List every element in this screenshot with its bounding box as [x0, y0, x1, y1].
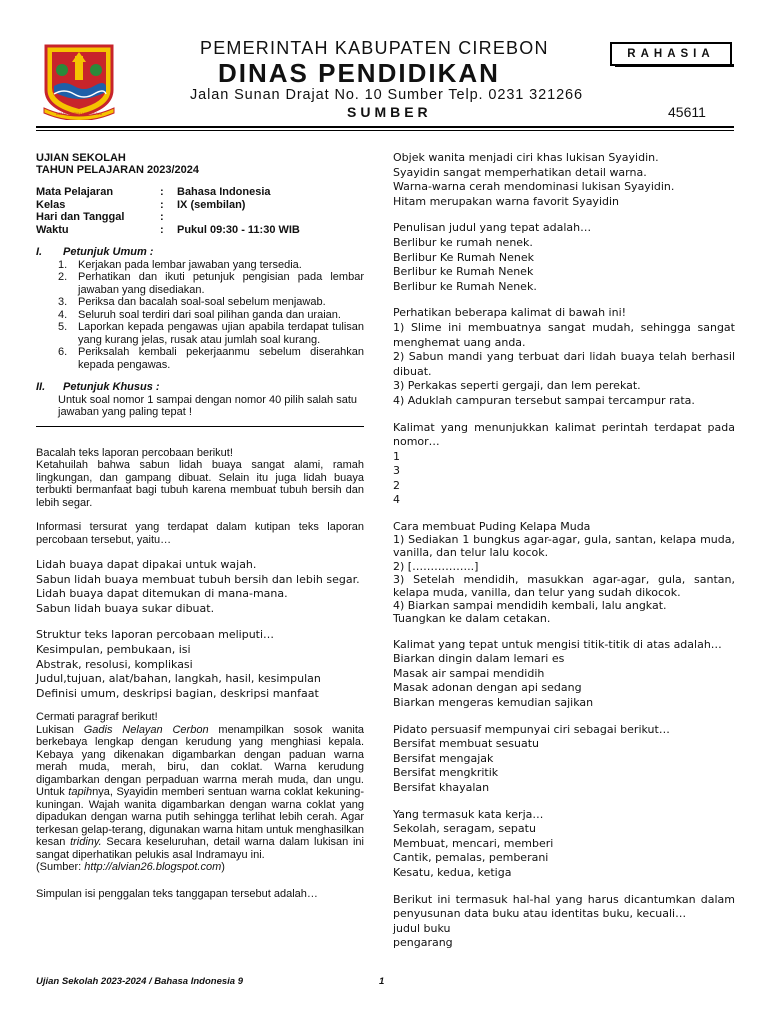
question-5: [393, 306, 735, 508]
question-stem: Struktur teks laporan percobaan meliputi…: [36, 628, 275, 642]
option-item[interactable]: Bersifat membuat sesuatu: [393, 737, 539, 751]
recipe-step: 3) Setelah mendidih, masukkan agar-agar, gula, santan, kelapa muda, vanilla, dan telur yang sudah dikocok.: [393, 572, 735, 600]
option-item[interactable]: Lidah buaya dapat dipakai untuk wajah.: [36, 558, 257, 571]
option-item[interactable]: Hitam merupakan warna favorit Syayidin: [393, 194, 620, 208]
recipe-step: 4) Biarkan sampai mendidih kembali, lalu angkat.: [393, 599, 667, 613]
list-item: [58, 296, 364, 309]
item-number: 5.: [58, 321, 68, 333]
option-item[interactable]: Biarkan dingin dalam lemari es: [393, 652, 565, 666]
question-1-options: [36, 558, 364, 616]
question-stem: Berikut ini termasuk hal-hal yang harus dicantumkan dalam penyusunan data buku atau identitas buku, kecuali…: [393, 892, 735, 921]
question-1-passage: [36, 447, 364, 510]
section-number: II.: [36, 381, 46, 393]
question-8: [393, 808, 735, 881]
option-item[interactable]: Bersifat mengajak: [393, 751, 494, 765]
item-number: 6.: [58, 346, 68, 358]
option-item[interactable]: Kesatu, kedua, ketiga: [393, 866, 512, 879]
option-item[interactable]: 1: [393, 449, 400, 463]
section-divider: [36, 426, 364, 427]
question-6-stem: [393, 638, 735, 711]
option-item[interactable]: Masak adonan dengan api sedang: [393, 681, 582, 695]
item-number: 3.: [58, 296, 68, 308]
logo-motto: GEMAH RIPAH LOH JINAWI: [55, 112, 103, 116]
section-text: Untuk soal nomor 1 sampai dengan nomor 40 pilih salah satu jawaban yang paling tepat !: [58, 393, 358, 418]
source-suffix: ): [221, 861, 225, 874]
question-7: [393, 723, 735, 796]
right-column: [393, 151, 735, 951]
info-key: Kelas: [36, 198, 66, 211]
header-government: PEMERINTAH KABUPATEN CIREBON: [200, 38, 549, 58]
exam-title-line1: UJIAN SEKOLAH: [36, 152, 126, 164]
option-item[interactable]: Warna-warna cerah mendominasi lukisan Syayidin.: [393, 180, 675, 194]
item-text: Laporkan kepada pengawas ujian apabila terdapat tulisan yang kurang jelas, rusak atau jumlah soal kurang.: [78, 321, 364, 346]
question-2: [36, 628, 364, 701]
question-stem: Yang termasuk kata kerja…: [393, 807, 544, 821]
question-stem: Pidato persuasif mempunyai ciri sebagai berikut…: [393, 722, 670, 736]
sentence-item: 1) Slime ini membuatnya sangat mudah, sehingga sangat menghemat uang anda.: [393, 320, 735, 349]
question-stem: Kalimat yang tepat untuk mengisi titik-titik di atas adalah…: [393, 637, 722, 651]
question-3-stem: [36, 888, 364, 901]
header-address: Jalan Sunan Drajat No. 10 Sumber Telp. 0231 321266: [190, 87, 583, 103]
question-stem: Simpulan isi penggalan teks tanggapan tersebut adalah…: [36, 887, 318, 900]
passage-part: nya, Syayidin memberi sentuan warna coklat kekuning-kuningan. Wajah wanita digambarkan dengan warna coklat yang dipadukan dengan warna putih sehingga terlihat lebih cerah. Agar terkesan gelap-terang, digunakan warna hitam untuk menghasilkan kesan: [36, 786, 364, 849]
question-intro: Bacalah teks laporan percobaan berikut!: [36, 446, 233, 459]
option-item[interactable]: 3: [393, 464, 400, 478]
option-item[interactable]: Abstrak, resolusi, komplikasi: [36, 657, 193, 671]
list-item: [58, 321, 364, 346]
question-1-stem: [36, 521, 364, 546]
source-url[interactable]: http://alvian26.blogspot.com: [84, 861, 222, 874]
exam-title: [36, 152, 364, 176]
list-item: [58, 309, 364, 322]
page-number: 1: [379, 976, 385, 987]
item-number: 2.: [58, 271, 68, 283]
option-item[interactable]: Definisi umum, deskripsi bagian, deskripsi manfaat: [36, 686, 319, 700]
section-number: I.: [36, 246, 43, 258]
info-colon: :: [160, 186, 164, 198]
header-zip: 45611: [668, 104, 706, 120]
option-item[interactable]: Masak air sampai mendidih: [393, 666, 545, 680]
option-item[interactable]: 2: [393, 478, 400, 492]
item-text: Kerjakan pada lembar jawaban yang tersedia.: [78, 258, 302, 271]
question-6: [393, 520, 735, 626]
sentence-item: 4) Aduklah campuran tersebut sampai tercampur rata.: [393, 393, 695, 407]
passage-italic: tapih: [68, 786, 93, 799]
sentence-item: 2) Sabun mandi yang terbuat dari lidah buaya telah berhasil dibuat.: [393, 350, 735, 378]
option-item[interactable]: Cantik, pemalas, pemberani: [393, 851, 549, 865]
option-item[interactable]: Biarkan mengeras kemudian sajikan: [393, 696, 594, 710]
info-key: Waktu: [36, 223, 69, 236]
recipe-title: Cara membuat Puding Kelapa Muda: [393, 520, 591, 534]
question-9: [393, 893, 735, 951]
info-colon: :: [160, 211, 164, 223]
option-item[interactable]: Judul,tujuan, alat/bahan, langkah, hasil, kesimpulan: [36, 672, 321, 686]
passage-part: Lukisan: [36, 723, 84, 736]
info-key: Mata Pelajaran: [36, 186, 114, 198]
section-heading: [36, 246, 364, 259]
question-stem: Penulisan judul yang tepat adalah…: [393, 221, 592, 235]
page-footer: Ujian Sekolah 2023-2024 / Bahasa Indonesia 9: [36, 976, 243, 987]
passage-source: [36, 861, 364, 874]
info-value: Pukul 09:30 - 11:30 WIB: [177, 223, 300, 236]
info-value: Bahasa Indonesia: [177, 186, 271, 198]
option-item[interactable]: Berlibur ke rumah nenek.: [393, 235, 533, 249]
option-item[interactable]: Kesimpulan, pembukaan, isi: [36, 642, 191, 656]
question-intro: Perhatikan beberapa kalimat di bawah ini!: [393, 306, 627, 320]
header-city: SUMBER: [347, 104, 432, 120]
option-item[interactable]: Sekolah, seragam, sepatu: [393, 822, 536, 836]
petunjuk-khusus: [36, 381, 364, 419]
confidential-stamp: RAHASIA: [610, 42, 732, 66]
list-item: [58, 346, 364, 371]
sentence-item: 3) Perkakas seperti gergaji, dan lem perekat.: [393, 379, 641, 393]
passage-text: Ketahuilah bahwa sabun lidah buaya sangat alami, ramah lingkungan, dan gampang dibuat. Selain itu juga lidah buaya terbukti bermanfaat bagi tubuh karena membuat tubuh bersih dan lebih segar.: [36, 459, 364, 509]
option-item[interactable]: Berlibur ke Rumah Nenek: [393, 265, 534, 279]
option-item[interactable]: Syayidin sangat memperhatikan detail warna.: [393, 165, 647, 179]
rules-list: [36, 259, 364, 372]
passage-text: [36, 724, 364, 862]
info-colon: :: [160, 223, 164, 236]
source-prefix: (Sumber:: [36, 861, 85, 874]
item-text: Perhatikan dan ikuti petunjuk pengisian pada lembar jawaban yang disediakan.: [78, 271, 364, 296]
option-item[interactable]: Membuat, mencari, memberi: [393, 836, 554, 850]
list-item: [58, 259, 364, 272]
question-stem: Informasi tersurat yang terdapat dalam kutipan teks laporan percobaan tersebut, yaitu…: [36, 521, 364, 546]
section-title: Petunjuk Umum :: [63, 246, 154, 258]
option-item[interactable]: 4: [393, 493, 400, 507]
recipe-step: 2) [……………..]: [393, 559, 479, 573]
recipe-step: 1) Sediakan 1 bungkus agar-agar, gula, santan, kelapa muda, vanilla, dan telur lalu kocok.: [393, 533, 735, 560]
item-text: Periksalah kembali pekerjaanmu sebelum diserahkan kepada pengawas.: [78, 346, 364, 371]
list-item: [58, 271, 364, 296]
section-heading: [36, 381, 364, 394]
question-3-passage: [36, 711, 364, 874]
passage-italic: tridiny.: [70, 836, 102, 849]
option-item[interactable]: Bersifat khayalan: [393, 781, 490, 795]
section-title: Petunjuk Khusus :: [63, 381, 160, 393]
info-key: Hari dan Tanggal: [36, 211, 125, 223]
option-item[interactable]: Objek wanita menjadi ciri khas lukisan Syayidin.: [393, 151, 659, 164]
option-item[interactable]: Berlibur Ke Rumah Nenek: [393, 250, 535, 264]
header-rule: [36, 126, 734, 128]
question-4: [393, 221, 735, 294]
passage-part: menampilkan sosok wanita berkebaya lengkap dengan kerudung yang menghiasi kepala. Kebaya yang dikenakan digambarkan dengan paduan warna merah muda, merah, biru, dan coklat. Warna kerudung digambarkan dengan perpaduan warrna merah muda, dan ungu. Untuk: [36, 723, 364, 799]
option-item[interactable]: Sabun lidah buaya membuat tubuh bersih dan lebih segar.: [36, 572, 360, 586]
info-row: [36, 186, 364, 199]
option-item[interactable]: Sabun lidah buaya sukar dibuat.: [36, 601, 215, 615]
header-rule-thin: [36, 130, 734, 131]
info-colon: :: [160, 198, 164, 211]
info-row: [36, 224, 364, 237]
info-row: [36, 199, 364, 212]
item-text: Seluruh soal terdiri dari soal pilihan ganda dan uraian.: [78, 308, 341, 321]
petunjuk-umum: [36, 246, 364, 371]
item-text: Periksa dan bacalah soal-soal sebelum menjawab.: [78, 296, 326, 308]
item-number: 1.: [58, 258, 68, 271]
kabupaten-cirebon-logo: [38, 42, 120, 120]
question-stem: Kalimat yang menunjukkan kalimat perintah terdapat pada nomor…: [393, 420, 735, 449]
left-column: [36, 152, 364, 900]
info-value: IX (sembilan): [177, 198, 246, 211]
exam-title-line2: TAHUN PELAJARAN 2023/2024: [36, 164, 200, 176]
question-intro: Cermati paragraf berikut!: [36, 711, 158, 724]
option-item[interactable]: Lidah buaya dapat ditemukan di mana-mana.: [36, 587, 288, 601]
option-item[interactable]: Berlibur ke Rumah Nenek.: [393, 279, 537, 293]
option-item[interactable]: pengarang: [393, 936, 453, 950]
item-number: 4.: [58, 308, 68, 321]
option-item[interactable]: judul buku: [393, 921, 451, 935]
exam-info: [36, 186, 364, 236]
recipe-step: Tuangkan ke dalam cetakan.: [393, 612, 551, 626]
passage-italic: Gadis Nelayan Cerbon: [83, 723, 209, 736]
question-3-options: [393, 151, 735, 209]
option-item[interactable]: Bersifat mengkritik: [393, 766, 499, 780]
header-office: DINAS PENDIDIKAN: [218, 58, 500, 88]
passage-part: Secara keseluruhan, detail warna dalam lukisan ini sangat diperhatikan pelukis asal Indramayu ini.: [36, 836, 364, 861]
info-row: [36, 211, 364, 224]
